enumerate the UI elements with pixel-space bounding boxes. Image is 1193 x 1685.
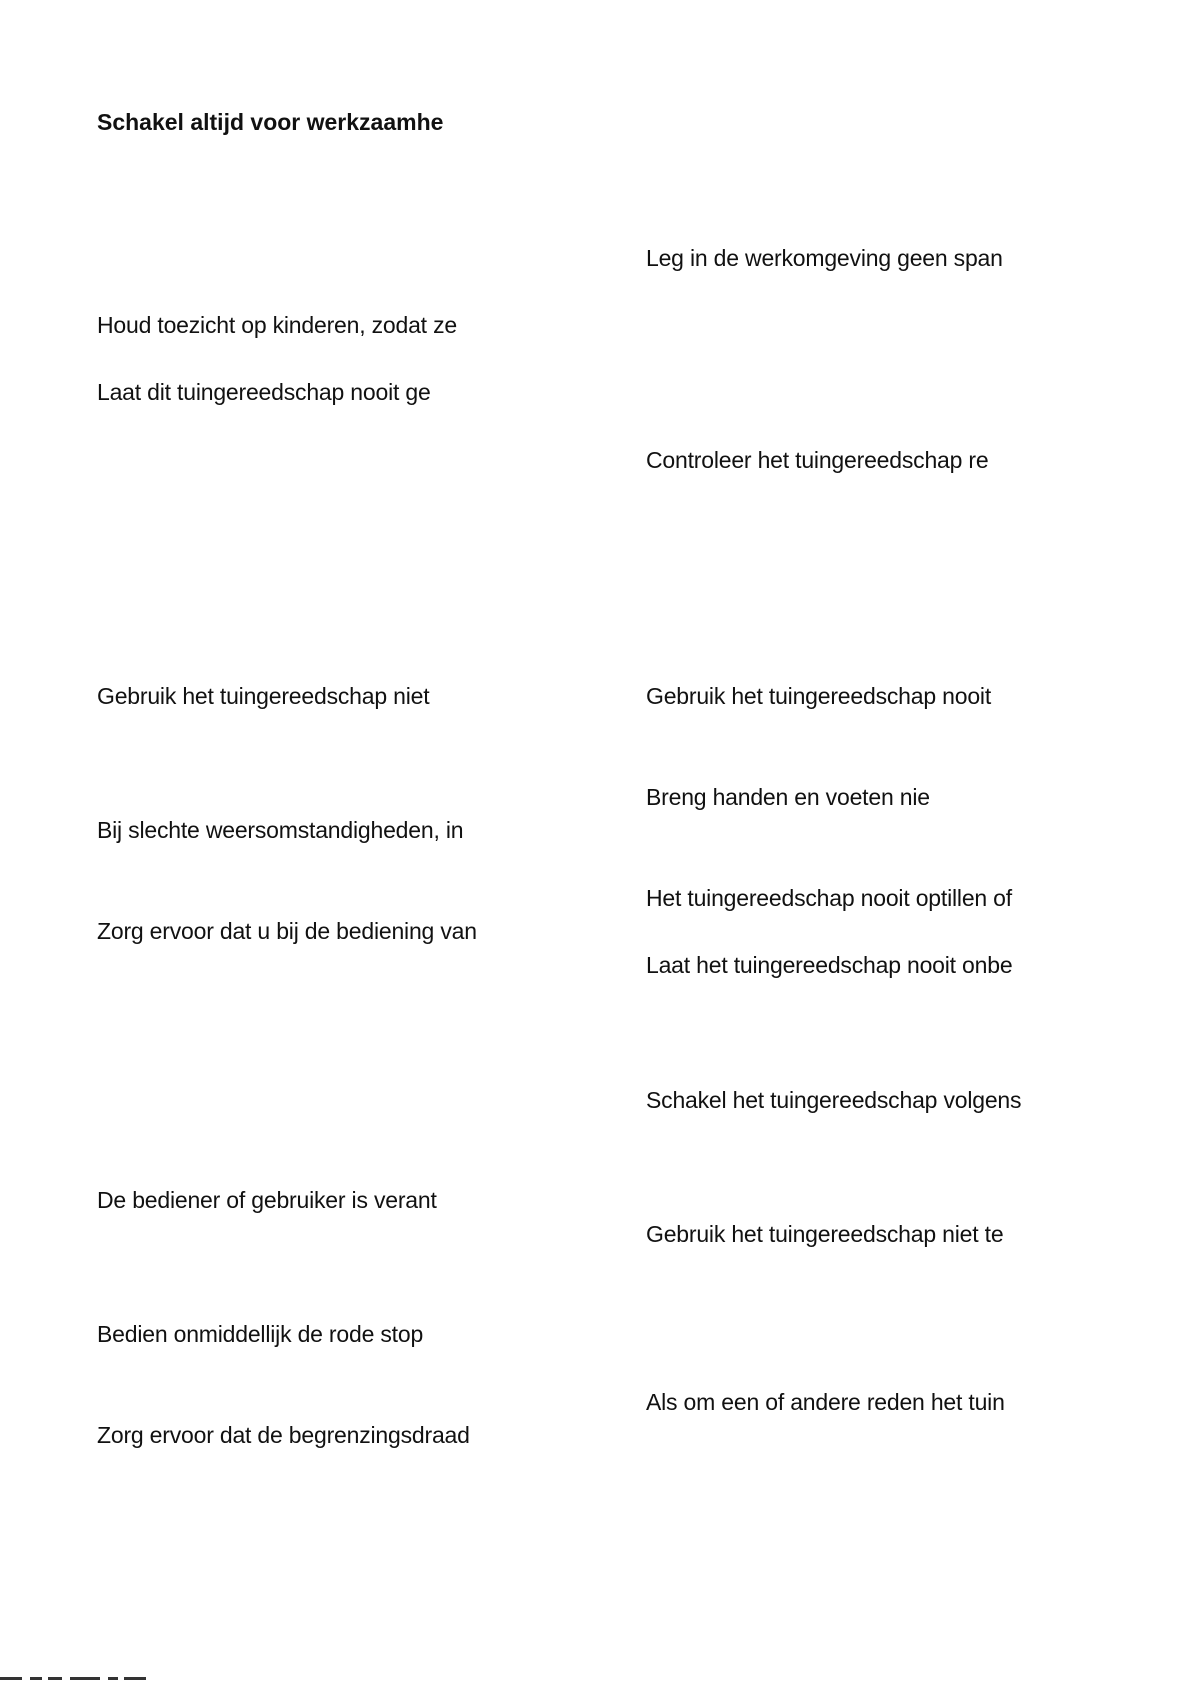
right-line-3: Gebruik het tuingereedschap nooit <box>646 683 992 709</box>
left-line-4: Bij slechte weersomstandigheden, in <box>97 817 464 843</box>
right-line-2: Controleer het tuingereedschap re <box>646 447 989 473</box>
left-line-1: Houd toezicht op kinderen, zodat ze <box>97 312 457 338</box>
right-line-4: Breng handen en voeten nie <box>646 784 930 810</box>
right-line-6: Laat het tuingereedschap nooit onbe <box>646 952 1013 978</box>
right-line-5: Het tuingereedschap nooit optillen of <box>646 885 1012 911</box>
left-line-2: Laat dit tuingereedschap nooit ge <box>97 379 431 405</box>
left-line-6: De bediener of gebruiker is verant <box>97 1187 437 1213</box>
right-line-7: Schakel het tuingereedschap volgens <box>646 1087 1022 1113</box>
left-line-7: Bedien onmiddellijk de rode stop <box>97 1321 424 1347</box>
section-heading: Schakel altijd voor werkzaamhe <box>97 109 444 135</box>
left-line-5: Zorg ervoor dat u bij de bediening van <box>97 918 477 944</box>
cropped-footer-fragment <box>0 1677 170 1685</box>
right-line-1: Leg in de werkomgeving geen span <box>646 245 1003 271</box>
right-line-8: Gebruik het tuingereedschap niet te <box>646 1221 1004 1247</box>
left-line-3: Gebruik het tuingereedschap niet <box>97 683 430 709</box>
left-line-8: Zorg ervoor dat de begrenzingsdraad <box>97 1422 470 1448</box>
right-line-9: Als om een of andere reden het tuin <box>646 1389 1005 1415</box>
